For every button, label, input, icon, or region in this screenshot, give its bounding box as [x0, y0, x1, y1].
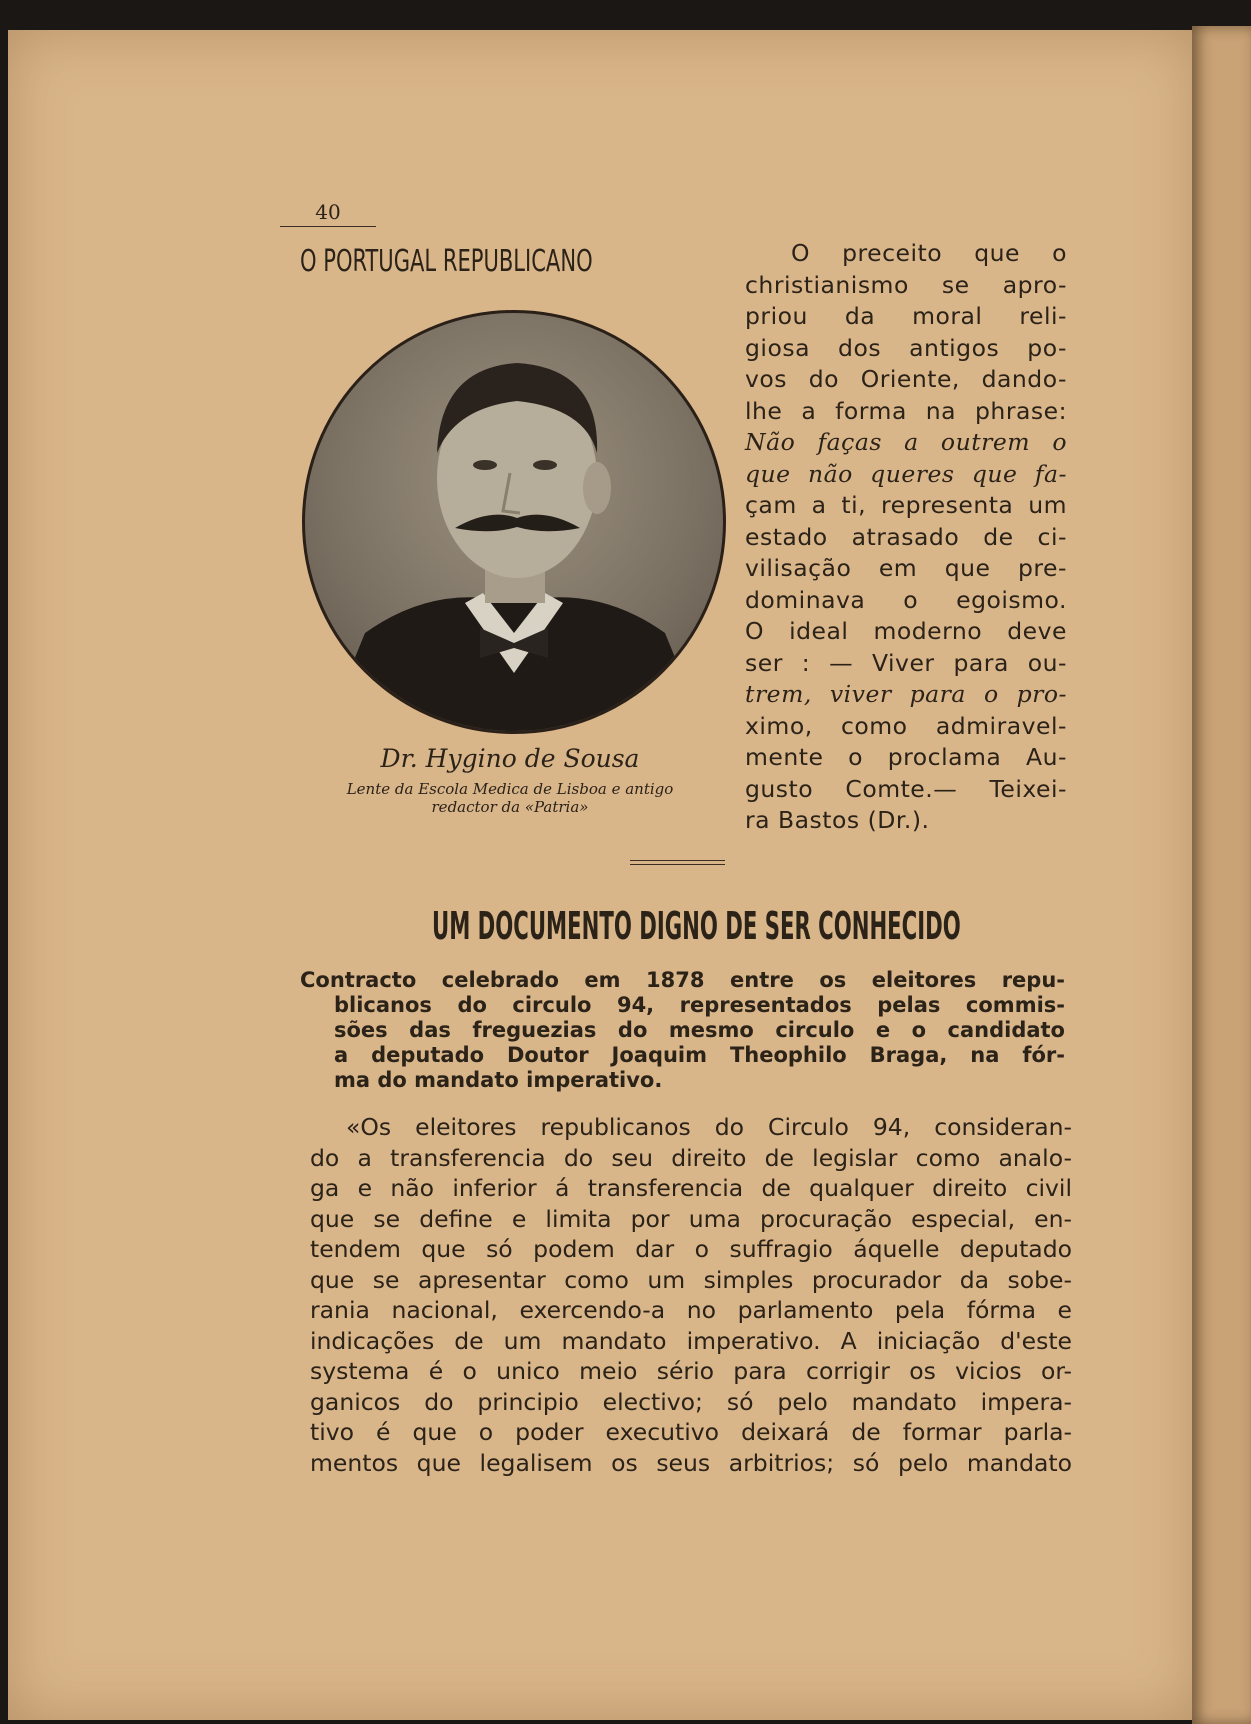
body-line: ganicos do principio electivo; só pelo mandato impera-	[310, 1387, 1072, 1416]
body-line: ga e não inferior á transferencia de qualquer direito civil	[310, 1174, 1072, 1202]
page-number: 40	[280, 200, 376, 227]
portrait-caption-subtitle	[300, 780, 720, 816]
body-line: do a transferencia do seu direito de legislar como analo-	[310, 1143, 1072, 1172]
body-line: tendem que só podem dar o suffragio áquelle deputado	[310, 1235, 1072, 1263]
subtitle-line: blicanos do circulo 94, representados pelas commis-	[334, 993, 1065, 1017]
quote-line: O ideal moderno deve	[745, 617, 1067, 645]
quote-line: O preceito que o	[791, 239, 1067, 267]
body-line: rania nacional, exercendo-a no parlamento pela fórma e	[310, 1296, 1072, 1324]
body-line: tivo é que o poder executivo deixará de formar parla-	[310, 1418, 1072, 1446]
quote-line: giosa dos antigos po-	[745, 333, 1067, 362]
quote-column	[745, 238, 1067, 837]
quote-line: ser : — Viver para ou-	[745, 648, 1067, 677]
body-line: mentos que legalisem os seus arbitrios; só pelo mandato	[310, 1448, 1072, 1477]
quote-line: christianismo se apro-	[745, 270, 1067, 299]
quote-line: mente o proclama Au-	[745, 743, 1067, 771]
quote-line: ra Bastos (Dr.).	[745, 806, 930, 834]
body-line: «Os eleitores republicanos do Circulo 94, consideran-	[346, 1113, 1072, 1141]
subtitle-line: Contracto celebrado em 1878 entre os eleitores repu-	[300, 968, 1065, 992]
quote-line: çam a ti, representa um	[745, 491, 1067, 519]
body-line: indicações de um mandato imperativo. A iniciação d'este	[310, 1326, 1072, 1355]
subtitle-line: sões das freguezias do mesmo circulo e o candidato	[334, 1018, 1065, 1042]
quote-line: trem, viver para o pro-	[745, 680, 1067, 708]
next-page-edge	[1192, 26, 1251, 1724]
subtitle-line: ma do mandato imperativo.	[334, 1068, 663, 1092]
subtitle-line: a deputado Doutor Joaquim Theophilo Braga, na fór-	[334, 1043, 1065, 1067]
portrait-photo	[302, 310, 726, 734]
section-title: UM DOCUMENTO DIGNO DE SER CONHECIDO	[432, 904, 961, 948]
quote-line: que não queres que fa-	[745, 459, 1067, 488]
section-subtitle	[300, 968, 1065, 1093]
portrait-caption-name: Dr. Hygino de Sousa	[380, 744, 640, 773]
caption-sub-line1: Lente da Escola Medica de Lisboa e antigo	[346, 780, 674, 798]
quote-line: ximo, como admiravel-	[745, 711, 1067, 740]
quote-line: vos do Oriente, dando-	[745, 365, 1067, 393]
quote-line: lhe a forma na phrase:	[745, 396, 1067, 425]
body-paragraph	[310, 1112, 1072, 1478]
quote-line: estado atrasado de ci-	[745, 522, 1067, 551]
portrait-illustration	[305, 313, 723, 731]
quote-line: vilisação em que pre-	[745, 554, 1067, 582]
body-line: systema é o unico meio sério para corrigir os vicios or-	[310, 1357, 1072, 1385]
quote-line: gusto Comte.— Teixei-	[745, 774, 1067, 803]
body-line: que se apresentar como um simples procurador da sobe-	[310, 1265, 1072, 1294]
quote-line: dominava o egoismo.	[745, 585, 1067, 614]
masthead: O PORTUGAL REPUBLICANO	[300, 244, 593, 279]
quote-line: priou da moral reli-	[745, 302, 1067, 330]
section-divider	[630, 860, 725, 865]
body-line: que se define e limita por uma procuração especial, en-	[310, 1204, 1072, 1233]
quote-line: Não faças a outrem o	[745, 428, 1067, 456]
caption-sub-line2: redactor da «Patria»	[431, 798, 589, 816]
